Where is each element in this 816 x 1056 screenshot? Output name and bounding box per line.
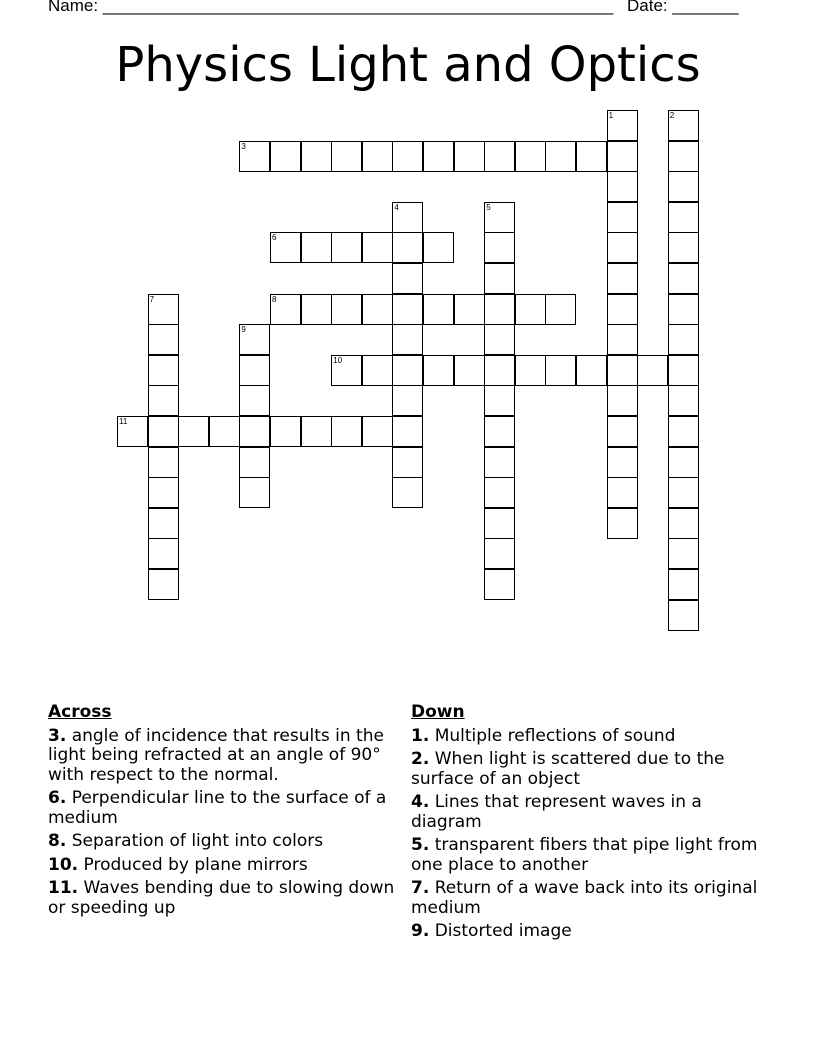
clue-number-label: 7 <box>149 294 155 304</box>
grid-cell[interactable] <box>668 538 699 569</box>
grid-cell[interactable] <box>270 416 301 447</box>
grid-cell[interactable] <box>301 141 332 172</box>
clue-number: 11. <box>48 878 79 898</box>
across-clues <box>48 703 400 922</box>
grid-cell[interactable] <box>178 416 209 447</box>
grid-cell[interactable] <box>668 569 699 600</box>
grid-cell[interactable] <box>239 385 270 416</box>
clue-number: 2. <box>411 749 430 769</box>
grid-cell[interactable] <box>484 569 515 600</box>
grid-cell[interactable] <box>484 232 515 263</box>
grid-cell[interactable] <box>607 447 638 478</box>
clue-number: 1. <box>411 725 430 746</box>
grid-cell[interactable] <box>331 141 362 172</box>
grid-cell[interactable] <box>607 508 638 539</box>
clue-number-label: 2 <box>669 111 675 120</box>
clue-text: Perpendicular line to the surface of a medium <box>48 788 387 828</box>
grid-cell[interactable] <box>576 355 607 386</box>
grid-cell[interactable] <box>484 538 515 569</box>
grid-cell[interactable] <box>607 324 638 355</box>
grid-cell[interactable] <box>423 232 454 263</box>
grid-cell[interactable] <box>362 232 393 263</box>
grid-cell[interactable] <box>148 569 179 600</box>
grid-cell[interactable] <box>484 324 515 355</box>
across-clue <box>48 879 400 918</box>
grid-cell[interactable] <box>515 355 546 386</box>
grid-cell[interactable] <box>607 416 638 447</box>
grid-cell[interactable] <box>148 416 179 447</box>
grid-cell[interactable] <box>668 171 699 202</box>
down-clue-list <box>411 727 761 942</box>
clue-number: 10. <box>48 854 79 875</box>
grid-cell[interactable] <box>331 294 362 325</box>
grid-cell[interactable] <box>607 477 638 508</box>
grid-cell[interactable] <box>484 263 515 294</box>
clue-number: 7. <box>411 878 430 898</box>
grid-cell[interactable] <box>331 232 362 263</box>
clue-text: Produced by plane mirrors <box>78 854 308 875</box>
grid-cell[interactable] <box>362 416 393 447</box>
grid-cell[interactable] <box>454 355 485 386</box>
down-heading: Down <box>411 702 465 722</box>
down-clues <box>411 703 761 946</box>
clue-number: 9. <box>411 921 430 941</box>
across-clue <box>48 789 400 828</box>
grid-cell[interactable] <box>301 416 332 447</box>
grid-cell[interactable] <box>392 141 423 172</box>
grid-cell[interactable] <box>423 355 454 386</box>
clue-number-label: 4 <box>394 202 399 212</box>
grid-cell[interactable] <box>607 141 638 172</box>
grid-cell[interactable] <box>576 141 607 172</box>
name-field-label: Name: ______________________________________________________ <box>48 0 614 15</box>
grid-cell[interactable] <box>545 294 576 325</box>
across-clue <box>48 856 400 876</box>
grid-cell[interactable] <box>515 294 546 325</box>
grid-cell[interactable] <box>484 447 515 478</box>
grid-cell[interactable] <box>668 141 699 172</box>
grid-cell[interactable] <box>454 294 485 325</box>
grid-cell[interactable] <box>668 324 699 355</box>
grid-cell[interactable] <box>301 294 332 325</box>
clue-text: When light is scattered due to the surface of an object <box>411 749 725 789</box>
across-clue <box>48 832 400 852</box>
clue-number: 4. <box>411 792 430 812</box>
grid-cell[interactable] <box>668 202 699 233</box>
grid-cell[interactable] <box>607 171 638 202</box>
grid-cell[interactable] <box>545 141 576 172</box>
grid-cell[interactable] <box>515 141 546 172</box>
down-clue <box>411 922 761 942</box>
grid-cell[interactable] <box>637 355 668 386</box>
grid-cell[interactable] <box>607 263 638 294</box>
grid-cell[interactable] <box>484 477 515 508</box>
grid-cell[interactable] <box>423 141 454 172</box>
clue-number: 5. <box>411 835 430 855</box>
grid-cell[interactable] <box>331 416 362 447</box>
grid-cell[interactable] <box>668 355 699 386</box>
grid-cell[interactable] <box>239 477 270 508</box>
grid-cell[interactable] <box>239 355 270 386</box>
clue-text: Distorted image <box>429 921 572 941</box>
grid-cell[interactable] <box>301 232 332 263</box>
grid-cell[interactable] <box>423 294 454 325</box>
clue-number-label: 6 <box>272 233 277 243</box>
clue-text: Separation of light into colors <box>66 831 324 851</box>
grid-cell[interactable] <box>607 202 638 233</box>
down-clue <box>411 879 761 918</box>
grid-cell[interactable] <box>484 355 515 386</box>
grid-cell[interactable] <box>392 355 423 386</box>
puzzle-title: Physics Light and Optics <box>115 37 701 93</box>
grid-cell[interactable] <box>607 385 638 416</box>
grid-cell[interactable] <box>362 294 393 325</box>
clue-number-label: 8 <box>272 294 277 304</box>
grid-cell[interactable] <box>148 385 179 416</box>
grid-cell[interactable] <box>484 416 515 447</box>
grid-cell[interactable] <box>668 294 699 325</box>
grid-cell[interactable] <box>392 263 423 294</box>
clue-number-label: 11 <box>119 417 128 426</box>
grid-cell[interactable] <box>392 232 423 263</box>
grid-cell[interactable] <box>668 385 699 416</box>
grid-cell[interactable] <box>668 263 699 294</box>
across-clue-list <box>48 727 400 919</box>
down-clue <box>411 750 761 789</box>
grid-cell[interactable] <box>392 324 423 355</box>
grid-cell[interactable] <box>484 294 515 325</box>
clue-text: transparent fibers that pipe light from one place to another <box>411 835 758 875</box>
clue-number-label: 5 <box>486 202 491 212</box>
down-clue <box>411 793 761 832</box>
grid-cell[interactable] <box>484 385 515 416</box>
grid-cell[interactable] <box>392 416 423 447</box>
grid-cell[interactable] <box>392 294 423 325</box>
grid-cell[interactable] <box>454 141 485 172</box>
down-clue <box>411 836 761 875</box>
grid-cell[interactable] <box>148 355 179 386</box>
grid-cell[interactable] <box>545 355 576 386</box>
grid-cell[interactable] <box>607 294 638 325</box>
grid-cell[interactable] <box>484 508 515 539</box>
clue-number: 6. <box>48 788 67 808</box>
clue-number-label: 9 <box>241 325 246 335</box>
grid-cell[interactable] <box>484 141 515 172</box>
grid-cell[interactable] <box>607 232 638 263</box>
grid-cell[interactable] <box>148 508 179 539</box>
grid-cell[interactable] <box>239 447 270 478</box>
grid-cell[interactable] <box>148 324 179 355</box>
grid-cell[interactable] <box>392 477 423 508</box>
grid-cell[interactable] <box>607 355 638 386</box>
grid-cell[interactable] <box>392 447 423 478</box>
date-field-label: Date: _______ <box>627 0 739 15</box>
clue-number-label: 10 <box>333 355 343 365</box>
grid-cell[interactable] <box>362 141 393 172</box>
grid-cell[interactable] <box>392 385 423 416</box>
clue-text: angle of incidence that results in the light being refracted at an angle of 90° with respect to the normal. <box>48 725 384 785</box>
clue-number: 8. <box>48 831 67 851</box>
grid-cell[interactable] <box>270 141 301 172</box>
grid-cell[interactable] <box>668 416 699 447</box>
clue-text: Lines that represent waves in a diagram <box>411 792 702 832</box>
grid-cell[interactable] <box>148 447 179 478</box>
clue-text: Return of a wave back into its original medium <box>411 878 758 918</box>
across-heading: Across <box>48 702 112 722</box>
grid-cell[interactable] <box>148 477 179 508</box>
clue-text: Waves bending due to slowing down or speeding up <box>48 878 395 918</box>
down-clue <box>411 727 761 747</box>
clue-number-label: 3 <box>241 141 246 151</box>
grid-cell[interactable] <box>209 416 240 447</box>
clue-text: Multiple reflections of sound <box>429 725 676 746</box>
grid-cell[interactable] <box>668 600 699 631</box>
grid-cell[interactable] <box>668 477 699 508</box>
grid-cell[interactable] <box>668 447 699 478</box>
grid-cell[interactable] <box>148 538 179 569</box>
clue-number-label: 1 <box>608 111 614 120</box>
across-clue <box>48 727 400 786</box>
grid-cell[interactable] <box>668 232 699 263</box>
clue-number: 3. <box>48 725 67 746</box>
grid-cell[interactable] <box>362 355 393 386</box>
grid-cell[interactable] <box>668 508 699 539</box>
grid-cell[interactable] <box>239 416 270 447</box>
